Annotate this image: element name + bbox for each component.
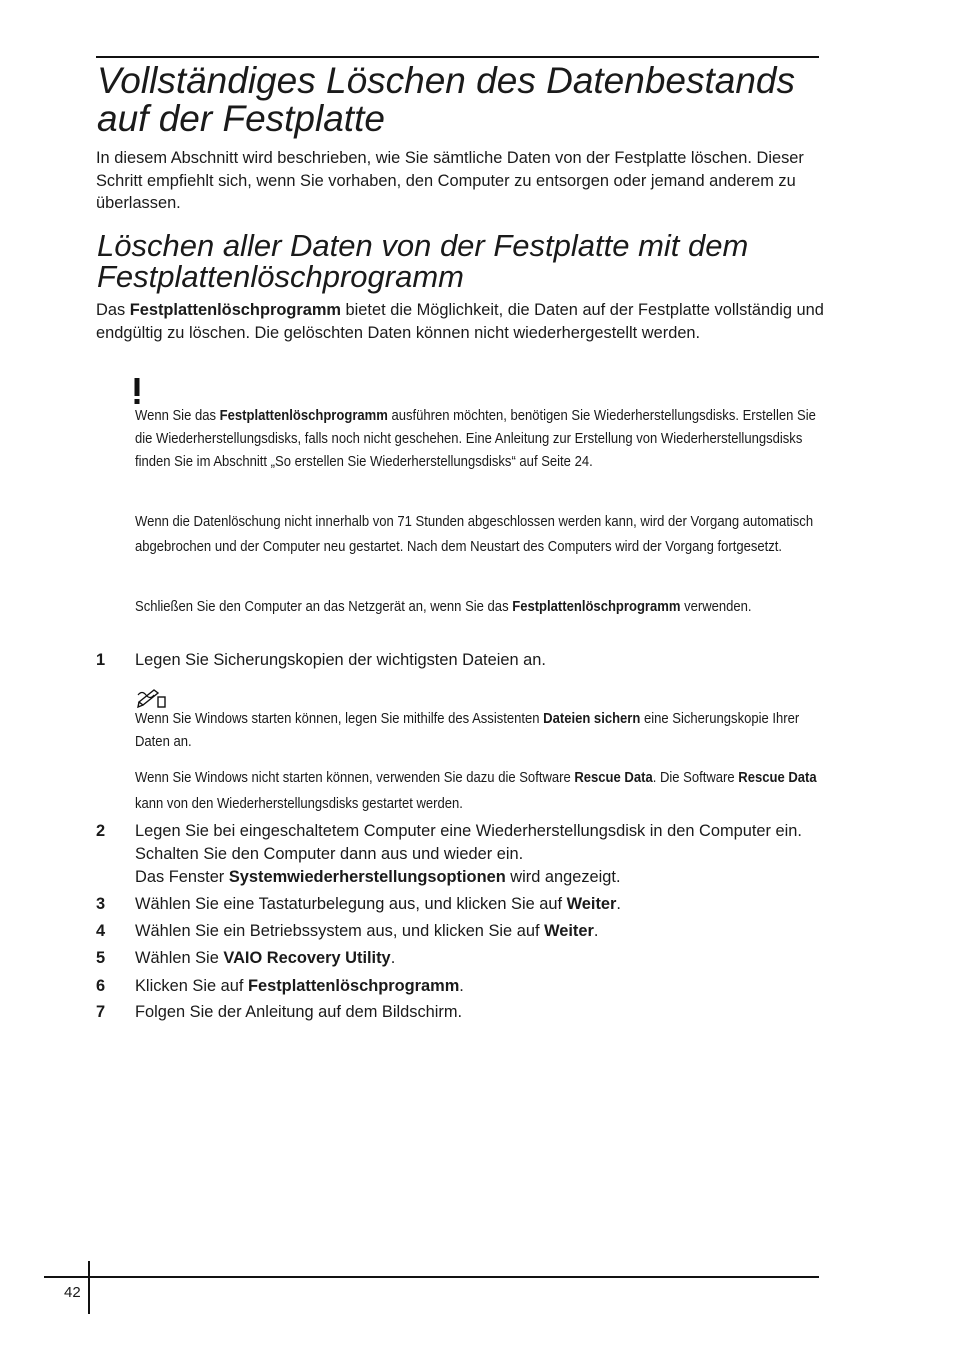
intro-paragraph: In diesem Abschnitt wird beschrieben, wie Sie sämtliche Daten von der Festplatte löschen. Dieser Schritt empfiehlt sich, wenn Sie vorhaben, den Computer zu entsorgen oder jemand anderem zu überlassen. [96,149,804,212]
footer-vertical-rule [88,1261,90,1314]
warning-note-1: Wenn Sie das Festplattenlöschprogramm ausführen möchten, benötigen Sie Wiederherstellungsdisks. Erstellen Sie die Wiederherstellungsdisks, falls noch nicht geschehen. Eine Anleitung zur Erstellung von Wiederherstellungsdisks finden Sie im Abschnitt „So erstellen Sie Wiederherstellungsdisks“ auf Seite 24. [135,407,816,470]
step-number: 4 [96,922,106,940]
step-text: Legen Sie bei eingeschaltetem Computer eine Wiederherstellungsdisk in den Computer ein. Schalten Sie den Computer dann aus und wieder ein. Das Fenster Systemwiederherstellungsoptionen wird angezeigt. [135,822,802,886]
step-text: Wählen Sie ein Betriebssystem aus, und klicken Sie auf Weiter. [135,922,599,940]
warning-note-3: Schließen Sie den Computer an das Netzgerät an, wenn Sie das Festplattenlöschprogramm verwenden. [135,598,752,615]
step-text: Legen Sie Sicherungskopien der wichtigsten Dateien an. [135,651,546,669]
section-title: Löschen aller Daten von der Festplatte mit dem Festplattenlöschprogramm [97,228,749,294]
top-rule [96,56,819,58]
hint-note-1: Wenn Sie Windows starten können, legen Sie mithilfe des Assistenten Dateien sichern eine Sicherungskopie Ihrer Daten an. [135,710,800,750]
step-text: Klicken Sie auf Festplattenlöschprogramm. [135,977,464,995]
step-number: 3 [96,895,106,913]
step-text: Wählen Sie eine Tastaturbelegung aus, und klicken Sie auf Weiter. [135,895,621,913]
page-title: Vollständiges Löschen des Datenbestands auf der Festplatte [97,60,795,139]
hint-note-2: Wenn Sie Windows nicht starten können, verwenden Sie dazu die Software Rescue Data. Die Software Rescue Data kann von den Wiederherstellungsdisks gestartet werden. [135,769,817,812]
step-number: 1 [96,651,106,669]
step-number: 7 [96,1003,106,1021]
step-text: Folgen Sie der Anleitung auf dem Bildschirm. [135,1003,463,1021]
section-paragraph: Das Festplattenlöschprogramm bietet die Möglichkeit, die Daten auf der Festplatte vollständig und endgültig zu löschen. Die gelöschten Daten können nicht wiederhergestellt werden. [96,301,824,342]
pencil-note-icon [136,686,168,708]
page-number: 42 [64,1284,81,1301]
step-number: 5 [96,949,106,967]
warning-note-2: Wenn die Datenlöschung nicht innerhalb von 71 Stunden abgeschlossen werden kann, wird der Vorgang automatisch abgebrochen und der Computer neu gestartet. Nach dem Neustart des Computers wird der Vorgang fortgesetzt. [135,513,814,555]
footer-rule [44,1276,819,1278]
step-number: 6 [96,977,106,995]
step-text: Wählen Sie VAIO Recovery Utility. [135,949,396,967]
exclamation-icon [133,378,141,404]
step-number: 2 [96,822,106,840]
